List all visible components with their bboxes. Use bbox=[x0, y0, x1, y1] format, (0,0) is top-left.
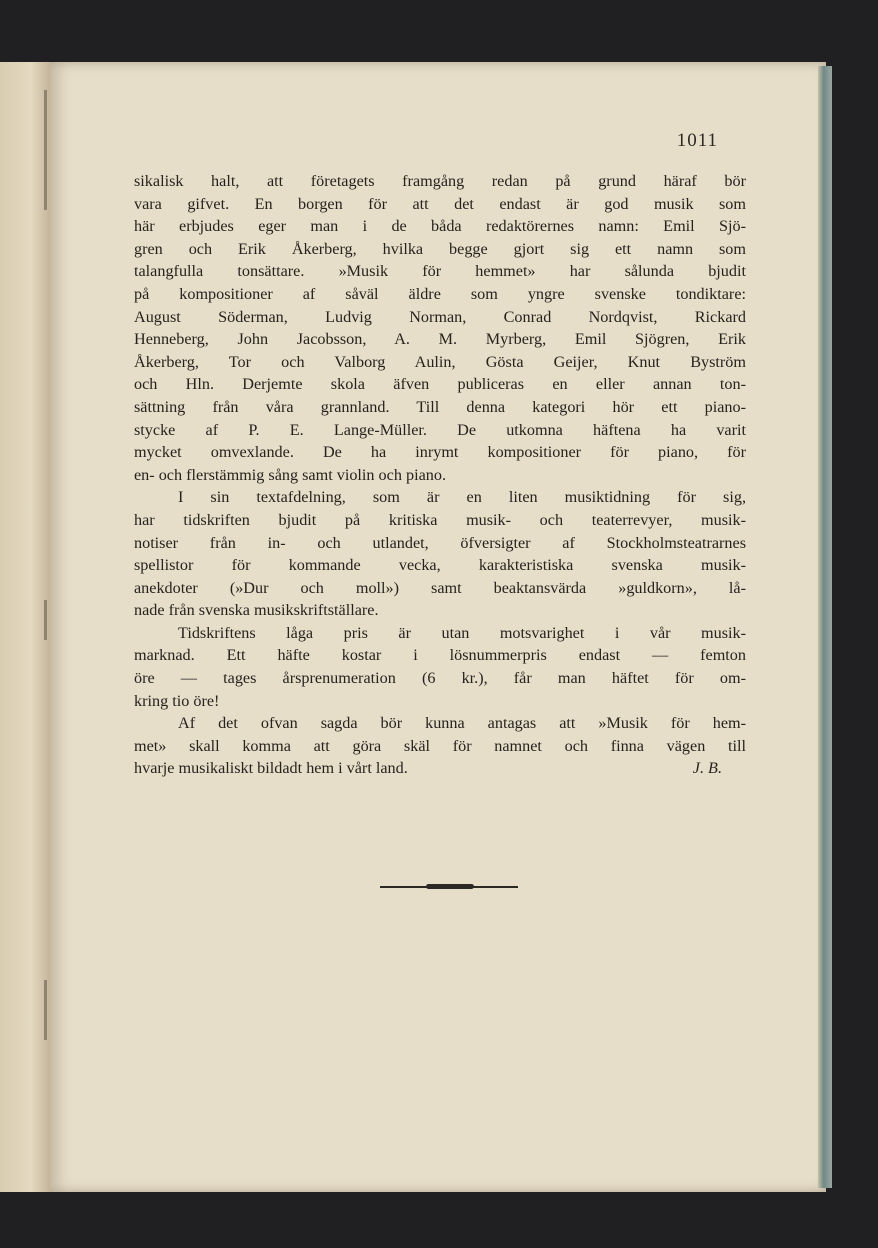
gutter-shadow bbox=[44, 90, 47, 210]
text-line: Henneberg, John Jacobsson, A. M. Myrberg, Emil Sjögren, Erik bbox=[134, 330, 746, 349]
article-text bbox=[134, 170, 746, 780]
page-stack-edge bbox=[818, 66, 832, 1188]
text-line: stycke af P. E. Lange-Müller. De utkomna häftena ha varit bbox=[134, 420, 746, 439]
text-line: sikalisk halt, att företagets framgång redan på grund häraf bör bbox=[134, 172, 746, 190]
section-divider-swell bbox=[426, 884, 474, 889]
gutter-shadow bbox=[44, 980, 47, 1040]
text-line: mycket omvexlande. De ha inrymt kompositioner för piano, för bbox=[134, 443, 746, 462]
text-line: nade från svenska musikskriftställare. bbox=[134, 601, 379, 620]
text-line: August Söderman, Ludvig Norman, Conrad Nordqvist, Rickard bbox=[134, 307, 746, 326]
text-line: Tidskriftens låga pris är utan motsvarighet i vår musik- bbox=[178, 623, 746, 642]
gutter-shadow bbox=[44, 600, 47, 640]
text-line: I sin textafdelning, som är en liten musiktidning för sig, bbox=[178, 488, 746, 507]
text-line: öre — tages årsprenumeration (6 kr.), får man häftet för om- bbox=[134, 669, 746, 688]
text-line: marknad. Ett häfte kostar i lösnummerpris endast — femton bbox=[134, 646, 746, 665]
closing-line bbox=[134, 757, 746, 780]
text-line: sättning från våra grannland. Till denna kategori hör ett piano- bbox=[134, 397, 746, 416]
text-line: på kompositioner af såväl äldre som yngre svenske tondiktare: bbox=[134, 284, 746, 303]
text-line: hvarje musikaliskt bildadt hem i vårt land. bbox=[134, 759, 408, 778]
text-line: talangfulla tonsättare. »Musik för hemmet» har sålunda bjudit bbox=[134, 262, 746, 281]
text-line: Åkerberg, Tor och Valborg Aulin, Gösta Geijer, Knut Byström bbox=[134, 352, 746, 371]
text-line: har tidskriften bjudit på kritiska musik- och teaterrevyer, musik- bbox=[134, 510, 746, 529]
text-line: notiser från in- och utlandet, öfversigter af Stockholmsteatrarnes bbox=[134, 533, 746, 552]
page-number: 1011 bbox=[676, 130, 718, 151]
text-line: kring tio öre! bbox=[134, 691, 220, 710]
text-line: anekdoter (»Dur och moll») samt beaktansvärda »guldkorn», lå- bbox=[134, 578, 746, 597]
text-line: här erbjudes eger man i de båda redaktörernes namn: Emil Sjö- bbox=[134, 217, 746, 236]
book-page bbox=[50, 62, 826, 1192]
text-line: spellistor för kommande vecka, karakteristiska svenska musik- bbox=[134, 556, 746, 575]
text-line: gren och Erik Åkerberg, hvilka begge gjort sig ett namn som bbox=[134, 239, 746, 258]
text-line: Af det ofvan sagda bör kunna antagas att »Musik för hem- bbox=[178, 714, 746, 733]
text-line: met» skall komma att göra skäl för namnet och finna vägen till bbox=[134, 736, 746, 755]
text-line: vara gifvet. En borgen för att det endast är god musik som bbox=[134, 194, 746, 213]
author-signature: J. B. bbox=[692, 759, 722, 778]
text-line: en- och flerstämmig sång samt violin och piano. bbox=[134, 465, 446, 484]
text-line: och Hln. Derjemte skola äfven publiceras en eller annan ton- bbox=[134, 375, 746, 394]
